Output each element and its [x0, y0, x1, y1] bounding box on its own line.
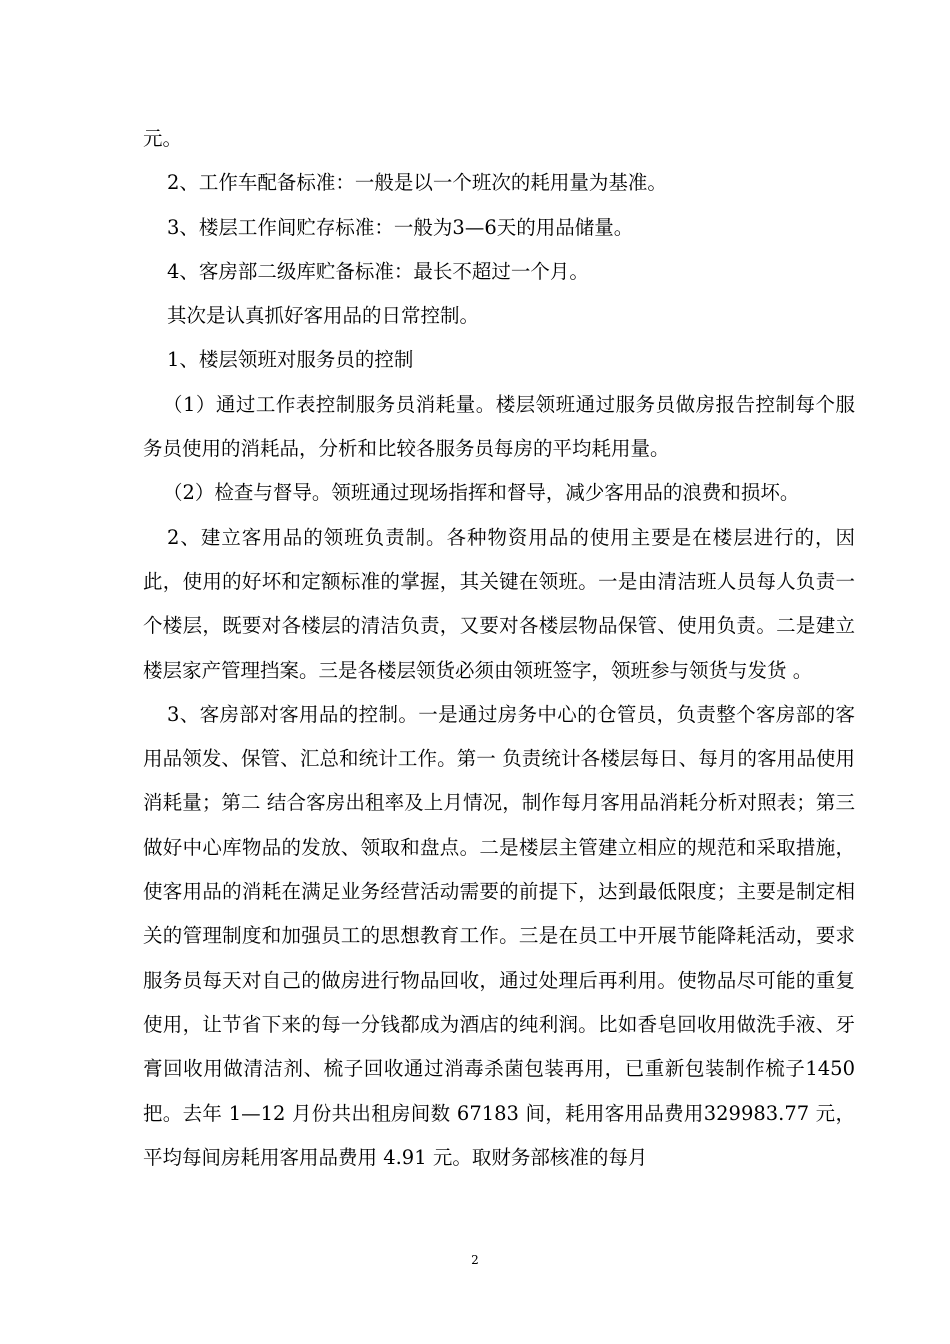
paragraph-floor-storage-standard: 3、楼层工作间贮存标准：一般为3—6天的用品储量。 — [167, 215, 634, 239]
paragraph-supervisor-control-heading: 1、楼层领班对服务员的控制 — [167, 348, 414, 372]
paragraph-continuation: 元。 — [143, 127, 183, 150]
paragraph-daily-control-intro: 其次是认真抓好客用品的日常控制。 — [167, 304, 480, 328]
paragraph-secondary-warehouse-standard: 4、客房部二级库贮备标准：最长不超过一个月。 — [167, 259, 589, 283]
paragraph-inspection-supervision: （2）检查与督导。领班通过现场指挥和督导，减少客用品的浪费和损坏。 — [163, 481, 800, 505]
page-number: 2 — [471, 1253, 479, 1267]
paragraph-worksheet-control: （1）通过工作表控制服务员消耗量。楼层领班通过服务员做房报告控制每个服务员使用的消耗品，分析和比较各服务员每房的平均耗用量。 — [143, 392, 855, 461]
paragraph-supervisor-responsibility: 2、建立客用品的领班负责制。各种物资用品的使用主要是在楼层进行的，因此，使用的好坏和定额标准的掌握，其关键在领班。一是由清洁班人员每人负责一个楼层，既要对各楼层的清洁负责，又要对各楼层物品保管、使用负责。二是建立楼层家产管理挡案。三是各楼层领货必须由领班签字，领班参与领货与发货 。 — [143, 525, 855, 682]
document-body — [143, 117, 855, 1180]
paragraph-cart-standard: 2、工作车配备标准：一般是以一个班次的耗用量为基准。 — [167, 171, 667, 195]
paragraph-housekeeping-control: 3、客房部对客用品的控制。一是通过房务中心的仓管员，负责整个客房部的客用品领发、保管、汇总和统计工作。第一 负责统计各楼层每日、每月的客用品使用消耗量；第二 结合客房出租率及上月情况，制作每月客用品消耗分析对照表；第三 做好中心库物品的发放、领取和盘点。二是楼层主管建立相应的规范和采取措施，使客用品的消耗在满足业务经营活动需要的前提下，达到最低限度；主要是制定相关的管理制度和加强员工的思想教育工作。三是在员工中开展节能降耗活动，要求服务员每天对自己的做房进行物品回收，通过处理后再利用。使物品尽可能的重复使用，让节省下来的每一分钱都成为酒店的纯利润。比如香皂回收用做洗手液、牙膏回收用做清洁剂、梳子回收通过消毒杀菌包装再用，已重新包装制作梳子1450 把。去年 1—12 月份共出租房间数 67183 间，耗用客用品费用329983.77 元，平均每间房耗用客用品费用 4.91 元。取财务部核准的每月 — [143, 702, 855, 1169]
